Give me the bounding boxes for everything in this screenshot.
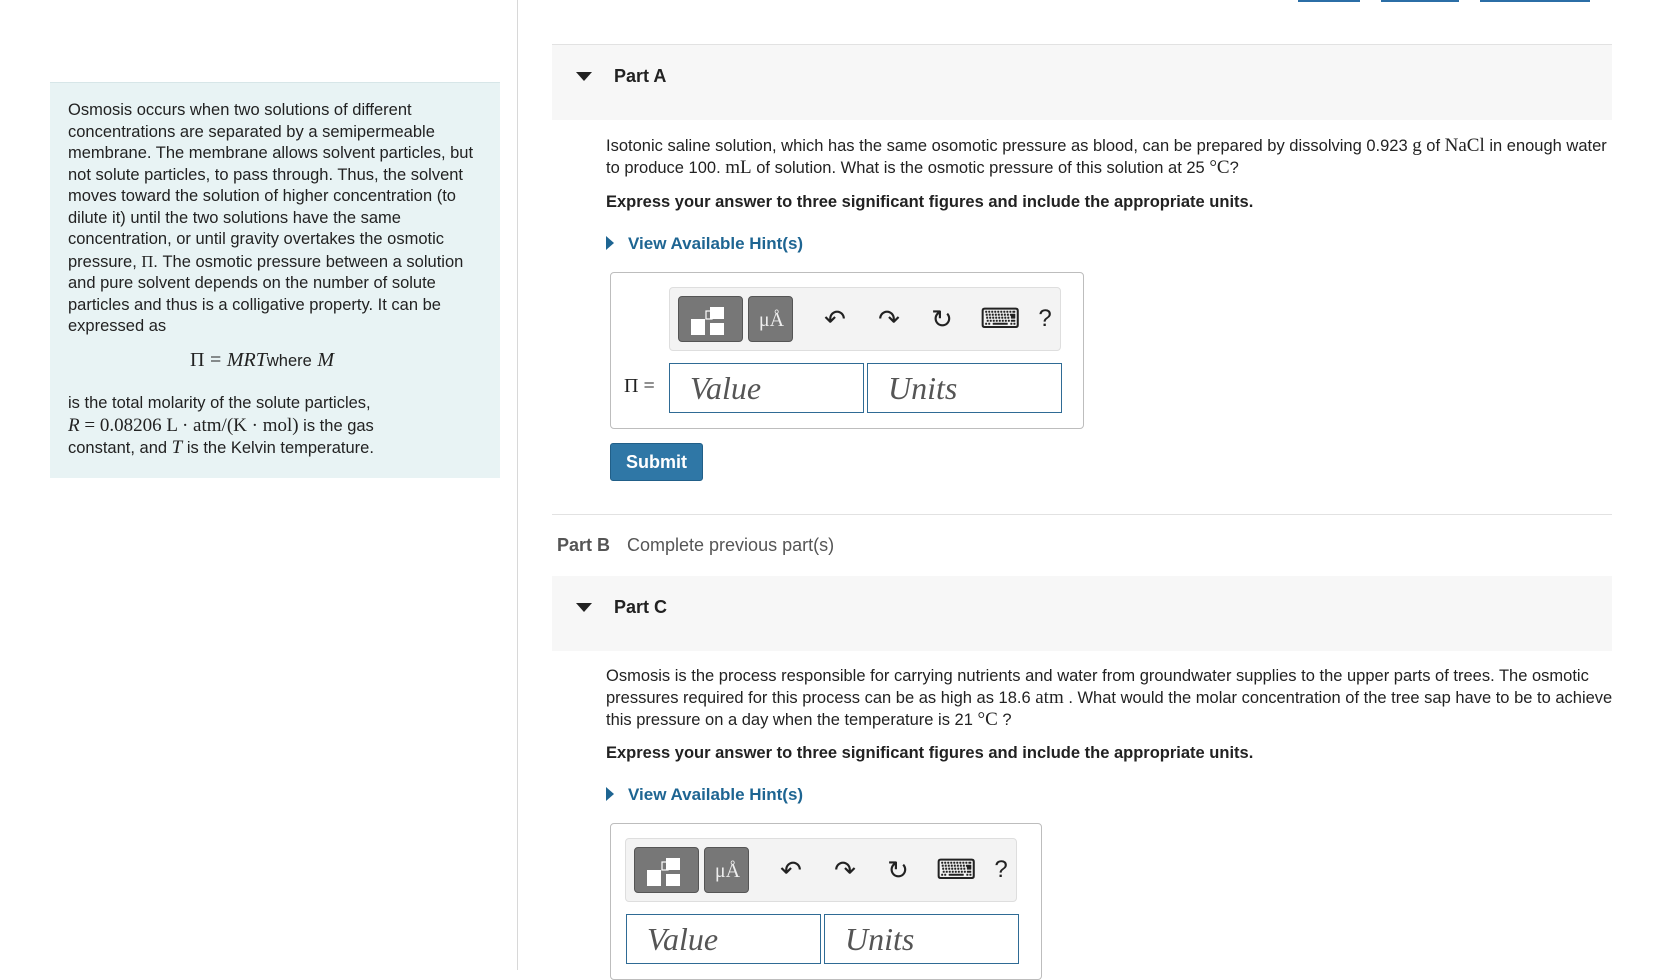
mu-angstrom-icon: μÅ xyxy=(758,309,785,331)
redo-icon[interactable]: ↷ xyxy=(834,855,856,885)
intro-panel xyxy=(50,82,500,478)
undo-icon[interactable]: ↶ xyxy=(824,304,846,334)
keyboard-icon[interactable]: ⌨ xyxy=(980,303,1021,334)
template-button[interactable] xyxy=(678,296,743,342)
mu-angstrom-icon: μÅ xyxy=(714,860,741,882)
units-field[interactable] xyxy=(825,915,1018,963)
value-field[interactable] xyxy=(670,364,863,412)
intro-paragraph: Osmosis occurs when two solutions of different concentrations are separated by a semipermeable membrane. The membrane allows solvent particles, but not solute particles, to pass through. Thus, the solvent moves toward the solution of higher concentration (to dilute it) until the two solutions have the same concentration, or until gravity overtakes the osmotic pressure, Π. The osmotic pressure between a solution and pure solvent depends on the number of solute particles and thus is a colligative property. It can be expressed as xyxy=(68,101,474,335)
part-b-title: Part B xyxy=(557,535,611,555)
part-a-answer-box xyxy=(610,272,1084,429)
help-icon[interactable]: ? xyxy=(1038,305,1052,332)
units-button[interactable] xyxy=(748,296,793,342)
units-button[interactable] xyxy=(704,847,749,893)
intro-paragraph-2: is the total molarity of the solute particles, R = 0.08206 L · atm/(K · mol) is the gas constant, and T is the Kelvin temperature. xyxy=(68,394,374,458)
part-b-separator xyxy=(552,514,1612,515)
template-icon xyxy=(679,297,744,343)
part-c-hint-link[interactable]: View Available Hint(s) xyxy=(606,785,803,805)
part-c-header[interactable] xyxy=(552,576,1612,651)
pi-symbol: Π xyxy=(141,251,154,271)
pi-answer-label: Π = xyxy=(624,375,655,397)
collapse-caret-icon[interactable] xyxy=(576,603,592,612)
part-c-answer-box xyxy=(610,823,1042,980)
part-c-question: Osmosis is the process responsible for carrying nutrients and water from groundwater supplies to the upper parts of trees. The osmotic pressures required for this process can be as high as 18.6 atm . What would the molar concentration of the tree sap have to be to achieve this pressure on a day when the temperature is 21 °C ? xyxy=(606,667,1613,730)
redo-icon[interactable]: ↷ xyxy=(878,304,900,334)
column-divider xyxy=(517,0,518,970)
part-c-title: Part C xyxy=(614,597,668,617)
submit-button[interactable]: Submit xyxy=(610,443,703,481)
help-icon[interactable]: ? xyxy=(994,856,1008,883)
part-a-toolbar xyxy=(669,287,1061,351)
units-input[interactable] xyxy=(824,914,1019,964)
part-a-header[interactable] xyxy=(552,45,1612,120)
value-input[interactable] xyxy=(669,363,864,413)
template-icon xyxy=(635,848,700,894)
undo-icon[interactable]: ↶ xyxy=(780,855,802,885)
template-button[interactable] xyxy=(634,847,699,893)
part-c-instruction: Express your answer to three significant figures and include the appropriate units. xyxy=(606,744,1254,762)
part-a-hint-link[interactable]: View Available Hint(s) xyxy=(606,234,803,254)
part-c-toolbar xyxy=(625,838,1017,902)
collapse-caret-icon[interactable] xyxy=(576,72,592,81)
part-a-instruction: Express your answer to three significant figures and include the appropriate units. xyxy=(606,193,1254,211)
part-a-question: Isotonic saline solution, which has the same osomotic pressure as blood, can be prepared by dissolving 0.923 g of NaCl in enough water to produce 100. mL of solution. What is the osmotic pressure of this solution at 25 °C? xyxy=(606,135,1607,178)
units-input[interactable] xyxy=(867,363,1062,413)
nav-button-2[interactable] xyxy=(1381,0,1459,2)
reset-icon[interactable]: ↻ xyxy=(931,304,953,334)
nav-button-1[interactable] xyxy=(1298,0,1360,2)
keyboard-icon[interactable]: ⌨ xyxy=(936,854,977,885)
osmotic-formula: Π = MRTwhere M xyxy=(190,349,335,371)
value-input[interactable] xyxy=(626,914,821,964)
part-a-title: Part A xyxy=(614,66,667,86)
expand-triangle-icon xyxy=(606,787,614,801)
units-field[interactable] xyxy=(868,364,1061,412)
reset-icon[interactable]: ↻ xyxy=(887,855,909,885)
part-b-status: Complete previous part(s) xyxy=(627,535,835,555)
nav-button-3[interactable] xyxy=(1480,0,1590,2)
value-field[interactable] xyxy=(627,915,820,963)
expand-triangle-icon xyxy=(606,236,614,250)
